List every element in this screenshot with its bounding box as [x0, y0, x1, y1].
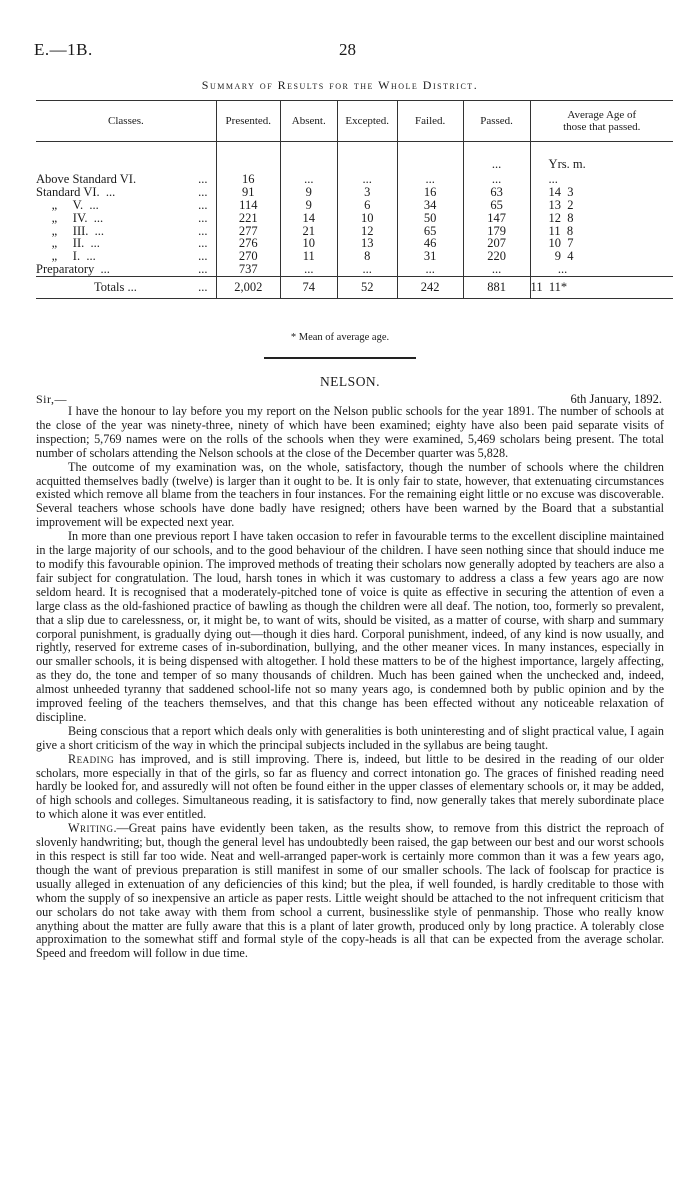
- report-code: E.—1B.: [34, 40, 93, 59]
- excepted-cell: ...: [337, 263, 397, 276]
- excepted-cell: 52: [337, 277, 397, 299]
- absent-cell: 9: [280, 186, 337, 199]
- class-name: „ III. ...: [36, 223, 105, 238]
- paragraph-text: I have the honour to lay before you my report on the Nelson public schools for the year 1891. The number of schools at the close of the year was ninety-three, ninety of which have been examined; eighty have also been paid separate visits of inspection; 5,769 names were on the rolls of the schools when they were examined, 5,469 scholars being present. The total number of scholars attending the Nelson schools at the close of the December quarter was 5,828.: [36, 404, 664, 460]
- leader-dots: ...: [198, 236, 208, 251]
- average-age-cell: 11 11*: [530, 277, 673, 299]
- absent-cell: 21: [280, 225, 337, 238]
- leader-dots: ...: [198, 223, 208, 238]
- table-row: [36, 212, 673, 225]
- table-row: [36, 173, 673, 186]
- table-row: [36, 225, 673, 238]
- column-header: Classes.: [36, 101, 216, 142]
- passed-cell: 147: [463, 212, 530, 225]
- class-name: Above Standard VI.: [36, 171, 137, 186]
- excepted-cell: 6: [337, 199, 397, 212]
- class-name: „ II. ...: [36, 236, 100, 251]
- absent-cell: ...: [280, 263, 337, 276]
- passed-cell: 63: [463, 186, 530, 199]
- report-paragraph: [36, 725, 664, 753]
- age-unit: Yrs. m.: [530, 142, 673, 173]
- excepted-cell: 10: [337, 212, 397, 225]
- table-row: [36, 263, 673, 276]
- column-header: Excepted.: [337, 101, 397, 142]
- absent-cell: 14: [280, 212, 337, 225]
- page-number: 28: [339, 40, 356, 59]
- presented-cell: 2,002: [216, 277, 280, 299]
- table-row: [36, 250, 673, 263]
- column-header: Average Age of those that passed.: [530, 101, 673, 142]
- paragraph-text: The outcome of my examination was, on the whole, satisfactory, though the number of schools where the children acquitted themselves badly (twelve) is larger than it ought to be. It is only fair to state, however, that extenuating circumstances existed which remove all blame from the teachers in four instances. For the remaining eight little or no excuse was discoverable. Several teachers whose schools have done badly have resigned; others have been warned by the Board that a substantial improvement will be expected next year.: [36, 459, 664, 530]
- absent-cell: 10: [280, 237, 337, 250]
- report-paragraph: [36, 530, 664, 725]
- absent-cell: 11: [280, 250, 337, 263]
- presented-cell: 221: [216, 212, 280, 225]
- class-name: Totals ...: [36, 277, 190, 299]
- average-age-cell: 9 4: [530, 250, 673, 263]
- paragraph-lead: Writing: [68, 821, 114, 836]
- leader-dots: ...: [198, 171, 208, 186]
- summary-table: [36, 100, 673, 299]
- leader-dots: ...: [198, 184, 208, 199]
- report-paragraph: [36, 405, 664, 461]
- units-row: [36, 142, 673, 173]
- passed-cell: 220: [463, 250, 530, 263]
- passed-cell: 179: [463, 225, 530, 238]
- summary-title: Summary of Results for the Whole District.: [201, 78, 479, 92]
- failed-cell: 50: [397, 212, 463, 225]
- leader-dots: ...: [198, 262, 208, 277]
- absent-cell: 9: [280, 199, 337, 212]
- report-body: [36, 405, 664, 961]
- class-name: „ I. ...: [36, 249, 96, 264]
- average-age-cell: 14 3: [530, 186, 673, 199]
- passed-blank: ...: [463, 142, 530, 173]
- passed-cell: ...: [463, 173, 530, 186]
- class-name: „ IV. ...: [36, 210, 104, 225]
- presented-cell: 737: [216, 263, 280, 276]
- passed-cell: ...: [463, 263, 530, 276]
- letter-date: 6th January, 1892.: [570, 392, 662, 406]
- absent-cell: ...: [280, 173, 337, 186]
- table-row: [36, 199, 673, 212]
- failed-cell: 34: [397, 199, 463, 212]
- column-header: Presented.: [216, 101, 280, 142]
- report-paragraph: [36, 822, 664, 961]
- class-name: Preparatory ...: [36, 262, 110, 277]
- passed-cell: 65: [463, 199, 530, 212]
- passed-cell: 881: [463, 277, 530, 299]
- presented-cell: 91: [216, 186, 280, 199]
- leader-dots: ...: [198, 249, 208, 264]
- table-row: [36, 237, 673, 250]
- paragraph-text: .—Great pains have evidently been taken, as the results show, to remove from this district the reproach of slovenly handwriting; but, though the general level has undoubtedly been raised, the gap between our best and our worst schools in this respect is still far too wide. Neat and well-arranged paper-work is certainly more common than it was a few years ago, though the want of previous preparation is still manifest in some of our smaller schools. The lack of foolscap for practice is usually alleged in extenuation of any deficiencies of this kind; but the plea, if well founded, is hardly creditable to those with whom the supply of so inexpensive an article as paper rests. Little weight should be attached to the not infrequent criticism that our scholars do not take away with them from school a current, businesslike style of penmanship. Those who really know anything about the matter are fully aware that this is a plant of later growth, produced only by long practice. A tolerably close approximation to the somewhat stiff and formal style of the copy-heads is all that can be expected from the average scholar. Speed and freedom will follow in due time.: [36, 821, 664, 961]
- column-header: Failed.: [397, 101, 463, 142]
- section-divider: [264, 357, 416, 359]
- excepted-cell: 12: [337, 225, 397, 238]
- excepted-cell: 3: [337, 186, 397, 199]
- failed-cell: 31: [397, 250, 463, 263]
- average-age-cell: 13 2: [530, 199, 673, 212]
- column-header: Passed.: [463, 101, 530, 142]
- table-header-row: [36, 101, 673, 142]
- absent-cell: 74: [280, 277, 337, 299]
- passed-cell: 207: [463, 237, 530, 250]
- average-age-cell: ...: [530, 173, 673, 186]
- paragraph-text: In more than one previous report I have taken occasion to refer in favourable terms to the excellent discipline maintained in the large majority of our schools, and to the good behaviour of the children. I have seen nothing since that should induce me to modify this favourable opinion. The improved methods of treating their scholars now generally adopted by teachers are also a fair subject for congratulation. The loud, harsh tones in which it was customary to address a class a few years ago are now seldom heard. It is recognised that a moderately-pitched tone of voice is quite as effective in securing the attention of even a large class as the old-fashioned practice of bawling as though the children were all deaf. The notion, too, formerly so prevalent, that a slip due to carelessness, or, it might be, to want of wits, should be visited, as a matter of course, with sharp and summary corporal punishment, is gradually dying out—though it dies hard. Corporal punishment, indeed, of any kind is now usually, and rightly, reserved for extreme cases of in-subordination, bullying, and the other meaner vices. In many instances, especially in our smaller schools, it is being dispensed with altogether. I hold these matters to be of the highest importance, largely affecting, as they do, the tone and temper of so many thousands of children. Much has been gained when the unchecked and, indeed, almost unheeded tyranny that saddened school-life not so many years ago, is condemned both by public opinion and by the improved feeling of the teachers themselves, and that this change has been effected without any noticeable relaxation of discipline.: [36, 529, 664, 724]
- presented-cell: 276: [216, 237, 280, 250]
- failed-cell: 46: [397, 237, 463, 250]
- average-age-cell: ...: [530, 263, 673, 276]
- report-paragraph: [36, 461, 664, 531]
- leader-dots: ...: [190, 277, 216, 299]
- failed-cell: 242: [397, 277, 463, 299]
- excepted-cell: 13: [337, 237, 397, 250]
- failed-cell: 16: [397, 186, 463, 199]
- table-row: [36, 186, 673, 199]
- presented-cell: 114: [216, 199, 280, 212]
- failed-cell: ...: [397, 263, 463, 276]
- presented-cell: 270: [216, 250, 280, 263]
- average-age-cell: 12 8: [530, 212, 673, 225]
- presented-cell: 277: [216, 225, 280, 238]
- average-age-cell: 10 7: [530, 237, 673, 250]
- section-title: NELSON.: [319, 374, 381, 389]
- column-header: Absent.: [280, 101, 337, 142]
- presented-cell: 16: [216, 173, 280, 186]
- paragraph-text: Being conscious that a report which deals only with generalities is both uninteresting and of slight practical value, I again give a short criticism of the way in which the principal subjects included in the syllabus are being taught.: [36, 723, 664, 752]
- salutation: Sir,—: [36, 392, 68, 406]
- totals-row: [36, 277, 673, 299]
- excepted-cell: ...: [337, 173, 397, 186]
- class-name: „ V. ...: [36, 197, 99, 212]
- paragraph-lead: Reading: [68, 751, 115, 766]
- paragraph-text: has improved, and is still improving. There is, indeed, but little to be desired in the reading of our older scholars, more especially in that of the girls, so far as fluency and correct intonation go. The graces of finished reading need hardly be looked for, and assuredly will not often be found either in the upper classes of elementary schools or, it may be added, of high schools and colleges. Simultaneous reading, it is satisfactory to find, now generally takes that merely subordinate place to which alone it was ever entitled.: [36, 751, 664, 822]
- excepted-cell: 8: [337, 250, 397, 263]
- report-paragraph: [36, 753, 664, 823]
- leader-dots: ...: [198, 210, 208, 225]
- failed-cell: 65: [397, 225, 463, 238]
- table-footnote: * Mean of average age.: [290, 332, 390, 343]
- average-age-cell: 11 8: [530, 225, 673, 238]
- failed-cell: ...: [397, 173, 463, 186]
- class-name: Standard VI. ...: [36, 184, 116, 199]
- leader-dots: ...: [198, 197, 208, 212]
